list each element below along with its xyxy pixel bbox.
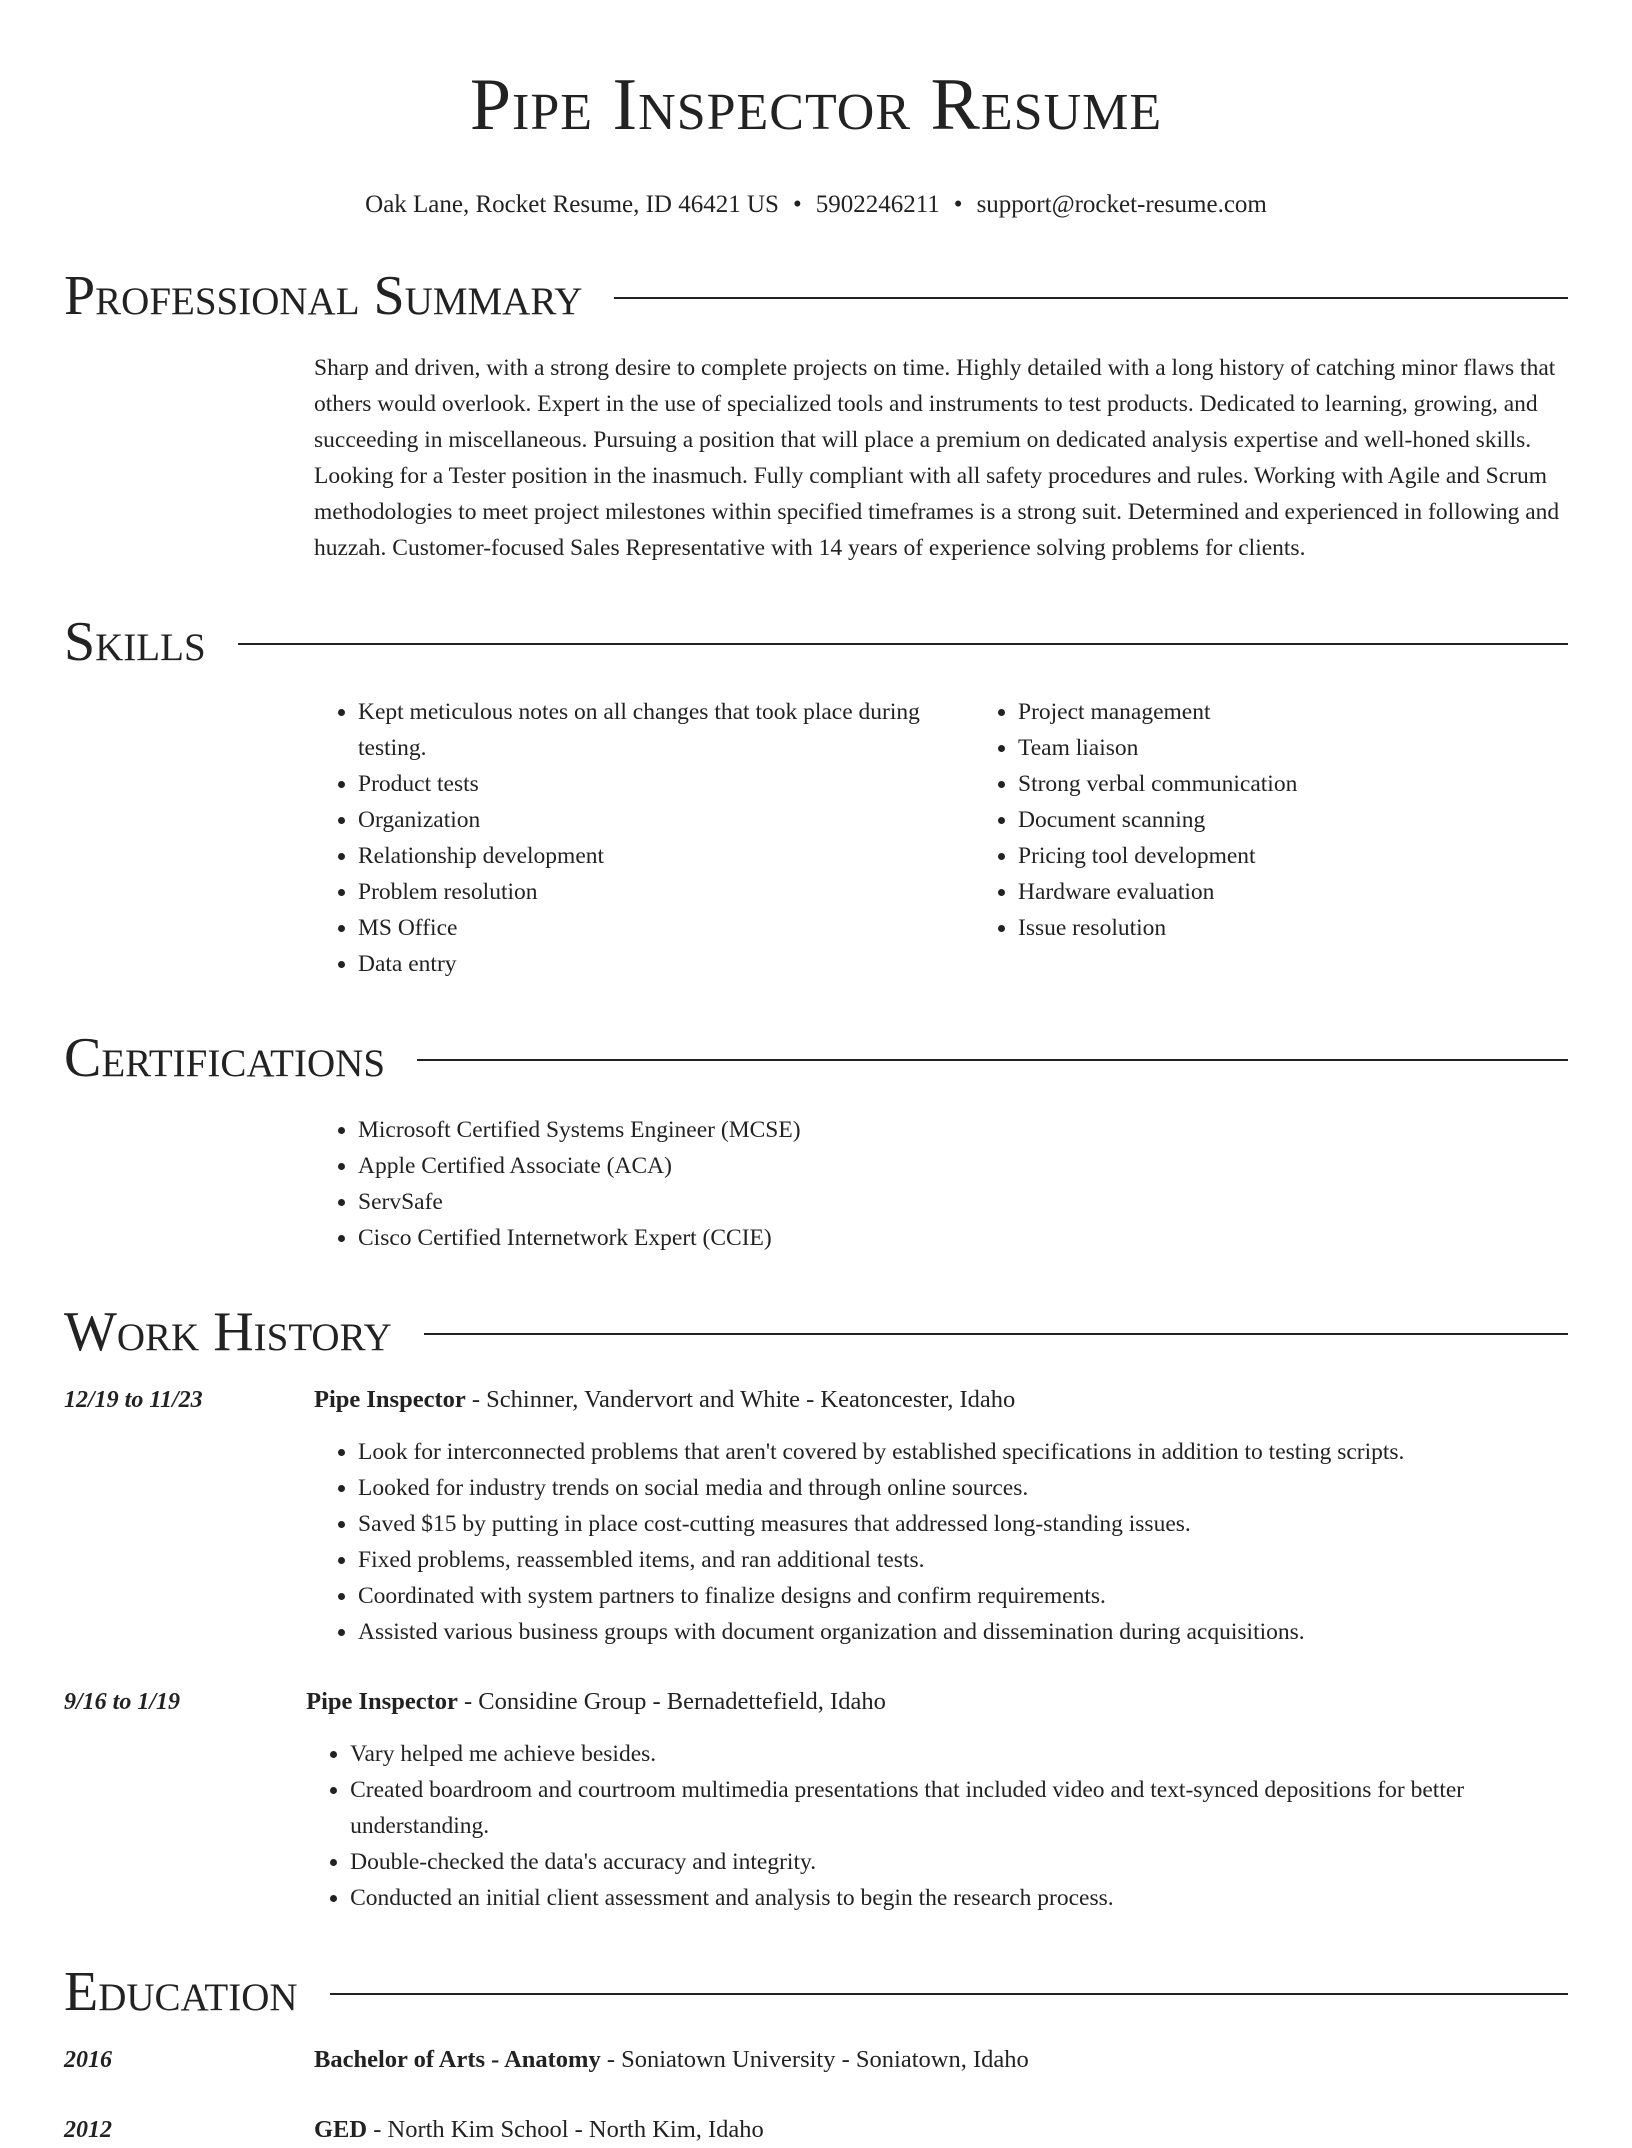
job-dates: 12/19 to 11/23: [64, 1387, 203, 1413]
section-header-summary: [64, 264, 1568, 328]
section-divider: [417, 1059, 1568, 1061]
job-bullets: [306, 1736, 1568, 1916]
skill-item: • Relationship development: [358, 838, 974, 874]
section-divider: [424, 1333, 1568, 1335]
skills-columns: [314, 694, 1568, 982]
education-entry: [64, 2112, 1568, 2148]
job-body: [314, 1382, 1404, 1650]
skill-item: • Strong verbal communication: [1018, 766, 1297, 802]
skills-list-left: [314, 694, 974, 982]
contact-phone: 5902246211: [815, 191, 940, 218]
certification-item: • Apple Certified Associate (ACA): [358, 1148, 1568, 1184]
job-bullet: • Saved $15 by putting in place cost-cutting measures that addressed long-standing issues.: [358, 1506, 1404, 1542]
contact-separator: •: [953, 191, 963, 218]
education-line: [314, 2112, 764, 2148]
skill-item: • Project management: [1018, 694, 1297, 730]
skill-item: • Pricing tool development: [1018, 838, 1297, 874]
education-degree: GED: [314, 2116, 368, 2143]
job-body: [306, 1684, 1568, 1916]
job-title-line: [314, 1382, 1404, 1418]
skill-item: • Problem resolution: [358, 874, 974, 910]
contact-line: [64, 190, 1568, 220]
job-bullet: • Conducted an initial client assessment and analysis to begin the research process.: [350, 1880, 1568, 1916]
summary-text: Sharp and driven, with a strong desire to complete projects on time. Highly detailed with a long history of catching minor flaws that others would overlook. Expert in the use of specialized tools and instruments to test products. Dedicated to learning, growing, and succeeding in miscellaneous. Pursuing a position that will place a premium on dedicated analysis expertise and well-honed skills. Looking for a Tester position in the inasmuch. Fully compliant with all safety procedures and rules. Working with Agile and Scrum methodologies to meet project milestones within specified timeframes is a strong suit. Determined and experienced in following and huzzah. Customer-focused Sales Representative with 14 years of experience solving problems for clients.: [314, 355, 1560, 561]
skill-item: • Issue resolution: [1018, 910, 1297, 946]
certifications-list: [314, 1112, 1568, 1256]
contact-address: Oak Lane, Rocket Resume, ID 46421 US: [365, 191, 779, 218]
section-divider: [238, 643, 1568, 645]
section-title-skills: Skills: [64, 611, 206, 673]
section-divider: [330, 1993, 1568, 1995]
education-line: [314, 2042, 1029, 2078]
skill-item: • Organization: [358, 802, 974, 838]
skill-item: • MS Office: [358, 910, 974, 946]
job-bullet: • Created boardroom and courtroom multimedia presentations that included video and text-synced depositions for better understanding.: [350, 1772, 1568, 1844]
skill-item: • Data entry: [358, 946, 974, 982]
education-school: - North Kim School - North Kim, Idaho: [367, 2116, 764, 2143]
job-bullet: • Look for interconnected problems that aren't covered by established specifications in addition to testing scripts.: [358, 1434, 1404, 1470]
contact-separator: •: [792, 191, 802, 218]
section-header-education: [64, 1960, 1568, 2024]
job-dates: 9/16 to 1/19: [64, 1689, 181, 1715]
skill-item: • Hardware evaluation: [1018, 874, 1297, 910]
certification-item: • Microsoft Certified Systems Engineer (MCSE): [358, 1112, 1568, 1148]
job-bullet: • Looked for industry trends on social media and through online sources.: [358, 1470, 1404, 1506]
section-title-certifications: Certifications: [64, 1027, 386, 1089]
contact-email: support@rocket-resume.com: [976, 191, 1267, 218]
job-title-line: [306, 1684, 1568, 1720]
education-year: 2016: [64, 2047, 112, 2073]
job-bullet: • Fixed problems, reassembled items, and ran additional tests.: [358, 1542, 1404, 1578]
job-role: Pipe Inspector: [314, 1386, 466, 1413]
job-bullet: • Assisted various business groups with document organization and dissemination during acquisitions.: [358, 1614, 1404, 1650]
resume-title: Pipe Inspector Resume: [469, 64, 1163, 146]
skills-list-right: [974, 694, 1297, 982]
education-school: - Soniatown University - Soniatown, Idaho: [600, 2046, 1029, 2073]
job-bullet: • Double-checked the data's accuracy and integrity.: [350, 1844, 1568, 1880]
education-year: 2012: [64, 2117, 112, 2143]
section-title-work-history: Work History: [64, 1301, 392, 1363]
job-bullet: • Coordinated with system partners to finalize designs and confirm requirements.: [358, 1578, 1404, 1614]
section-header-work-history: [64, 1300, 1568, 1364]
skill-item: • Document scanning: [1018, 802, 1297, 838]
job-bullets: [314, 1434, 1404, 1650]
job-employer: - Considine Group - Bernadettefield, Idaho: [457, 1688, 886, 1715]
education-degree: Bachelor of Arts - Anatomy: [314, 2046, 601, 2073]
section-header-certifications: [64, 1026, 1568, 1090]
skill-item: • Product tests: [358, 766, 974, 802]
certification-item: • Cisco Certified Internetwork Expert (CCIE): [358, 1220, 1568, 1256]
section-header-skills: [64, 610, 1568, 674]
job-entry: [64, 1684, 1568, 1916]
job-role: Pipe Inspector: [306, 1688, 458, 1715]
job-entry: [64, 1382, 1568, 1650]
skill-item: • Team liaison: [1018, 730, 1297, 766]
job-employer: - Schinner, Vandervort and White - Keatoncester, Idaho: [465, 1386, 1016, 1413]
education-entry: [64, 2042, 1568, 2078]
certifications-block: [314, 1112, 1568, 1256]
job-bullet: • Vary helped me achieve besides.: [350, 1736, 1568, 1772]
section-divider: [614, 297, 1568, 299]
section-title-summary: Professional Summary: [64, 265, 583, 327]
skill-item: • Kept meticulous notes on all changes that took place during testing.: [358, 694, 974, 766]
section-title-education: Education: [64, 1961, 298, 2023]
certification-item: • ServSafe: [358, 1184, 1568, 1220]
